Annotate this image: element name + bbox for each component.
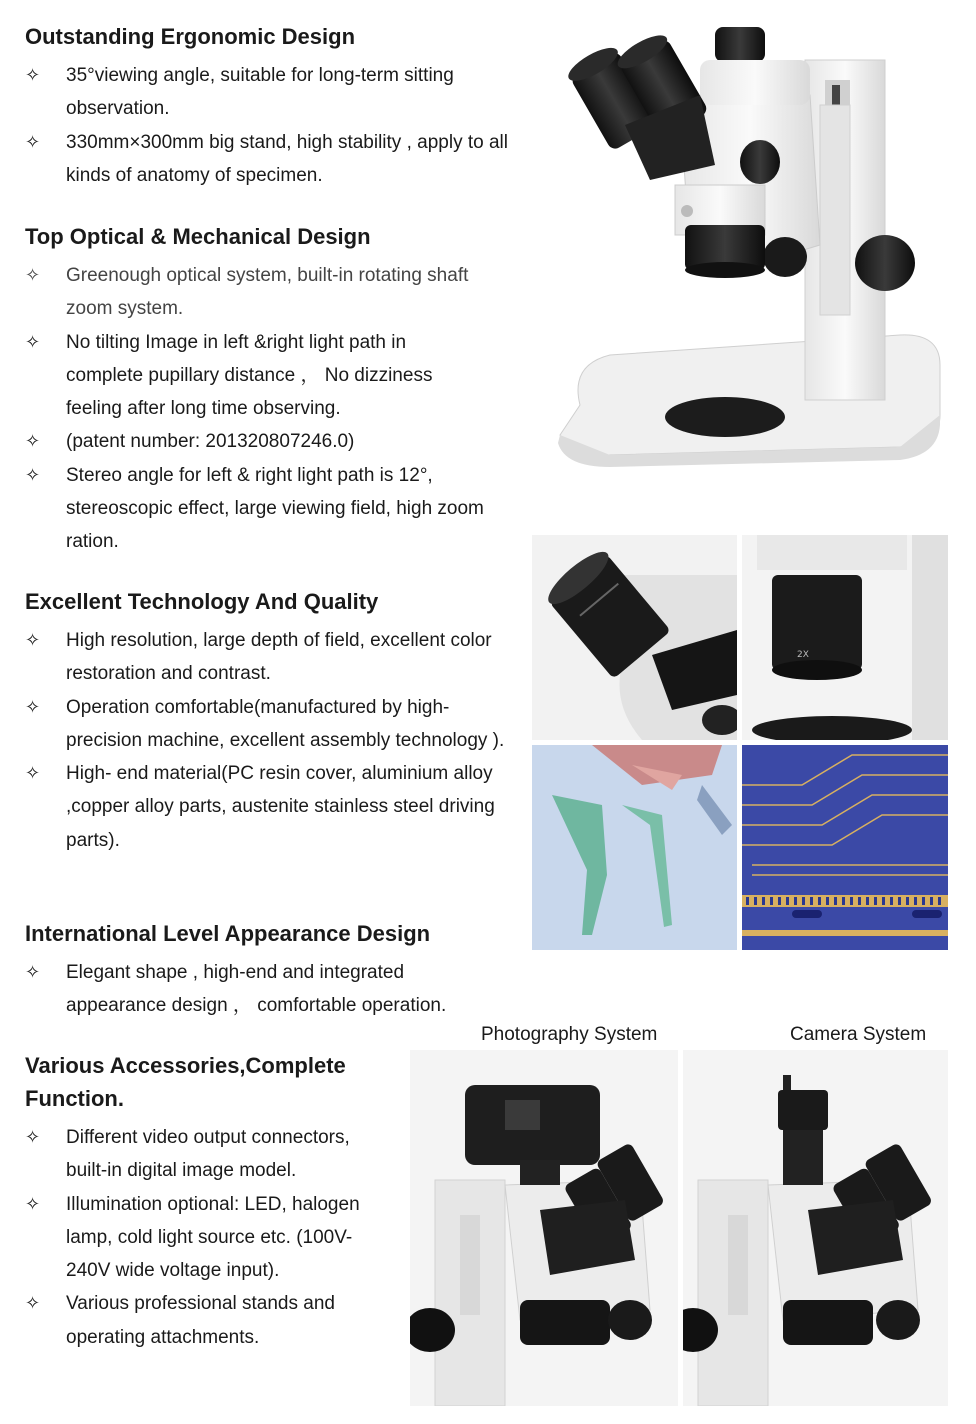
- bullet-diamond-icon: ✧: [25, 1193, 41, 1215]
- bullet-diamond-icon: ✧: [25, 962, 41, 983]
- bullet-diamond-icon: ✧: [25, 1293, 41, 1315]
- section-accessories: [25, 1049, 385, 1354]
- camera-system-caption: Camera System: [790, 1024, 927, 1045]
- section-title: Outstanding Ergonomic Design: [25, 24, 356, 49]
- bullet-item: [25, 956, 506, 1023]
- bullet-item: [25, 1188, 396, 1288]
- objective-detail-image: [742, 535, 948, 740]
- bullet-text: Greenough optical system, built-in rotating shaft zoom system.: [66, 265, 469, 320]
- bullet-diamond-icon: ✧: [25, 131, 41, 153]
- bullet-item: [25, 691, 506, 758]
- bullet-diamond-icon: ✧: [25, 65, 41, 86]
- section-title: Various Accessories,Complete Function.: [25, 1053, 346, 1111]
- section-technology: [25, 585, 505, 857]
- bullet-text: 330mm×300mm big stand, high stability , apply to all kinds of anatomy of specimen.: [66, 131, 508, 186]
- bullet-diamond-icon: ✧: [25, 431, 41, 453]
- bullet-item: [25, 1121, 385, 1188]
- eyepiece-detail-image: [532, 535, 737, 740]
- bullet-diamond-icon: ✧: [25, 696, 41, 718]
- bullet-text: Stereo angle for left & right light path is 12°, stereoscopic effect, large viewing field, high zoom ration.: [66, 464, 484, 553]
- bullet-text: High resolution, large depth of field, excellent color restoration and contrast.: [66, 630, 492, 685]
- bullet-diamond-icon: ✧: [25, 331, 41, 353]
- microscope-main-image: [540, 15, 960, 515]
- section-title: Excellent Technology And Quality: [25, 589, 379, 614]
- bullet-item: [25, 259, 515, 326]
- bullet-text: No tilting Image in left &right light path in complete pupillary distance ， No dizziness feeling after long time observing.: [66, 331, 433, 420]
- bullet-diamond-icon: ✧: [25, 763, 41, 785]
- section-title: International Level Appearance Design: [25, 921, 431, 946]
- bullet-text: Different video output connectors, built-in digital image model.: [66, 1127, 350, 1182]
- bullet-text: Elegant shape , high-end and integrated appearance design ， comfortable operation.: [66, 962, 447, 1017]
- section-title: Top Optical & Mechanical Design: [25, 224, 371, 249]
- section-ergonomic: [25, 20, 515, 192]
- bullet-item: [25, 126, 515, 193]
- bullet-item: [25, 1287, 385, 1354]
- bullet-diamond-icon: ✧: [25, 1127, 41, 1148]
- bullet-text: Various professional stands and operating attachments.: [66, 1293, 335, 1348]
- photography-system-image: [410, 1050, 678, 1406]
- bullet-item: [25, 624, 495, 691]
- insect-specimen-image: [532, 745, 737, 950]
- bullet-diamond-icon: ✧: [25, 630, 41, 651]
- bullet-item: [25, 326, 486, 426]
- photography-system-caption: Photography System: [481, 1024, 658, 1045]
- bullet-item: [25, 459, 516, 559]
- objective-magnification-label: 2X: [797, 650, 809, 660]
- section-optical: [25, 220, 515, 559]
- bullet-diamond-icon: ✧: [25, 265, 41, 286]
- section-appearance: [25, 917, 495, 1023]
- pcb-specimen-image: [742, 745, 948, 950]
- bullet-text: (patent number: 201320807246.0): [66, 431, 355, 453]
- bullet-item: [25, 757, 495, 857]
- camera-system-image: [683, 1050, 948, 1406]
- bullet-text: Operation comfortable(manufactured by high-precision machine, excellent assembly technology ).: [66, 696, 505, 751]
- bullet-text: 35°viewing angle, suitable for long-term sitting observation.: [66, 65, 454, 120]
- bullet-item: [25, 59, 515, 126]
- bullet-item: [25, 425, 515, 458]
- bullet-text: High- end material(PC resin cover, aluminium alloy ,copper alloy parts, austenite stainless steel driving parts).: [66, 763, 495, 851]
- bullet-text: Illumination optional: LED, halogen lamp, cold light source etc. (100V-240V wide voltage input).: [66, 1193, 360, 1282]
- bullet-diamond-icon: ✧: [25, 464, 41, 486]
